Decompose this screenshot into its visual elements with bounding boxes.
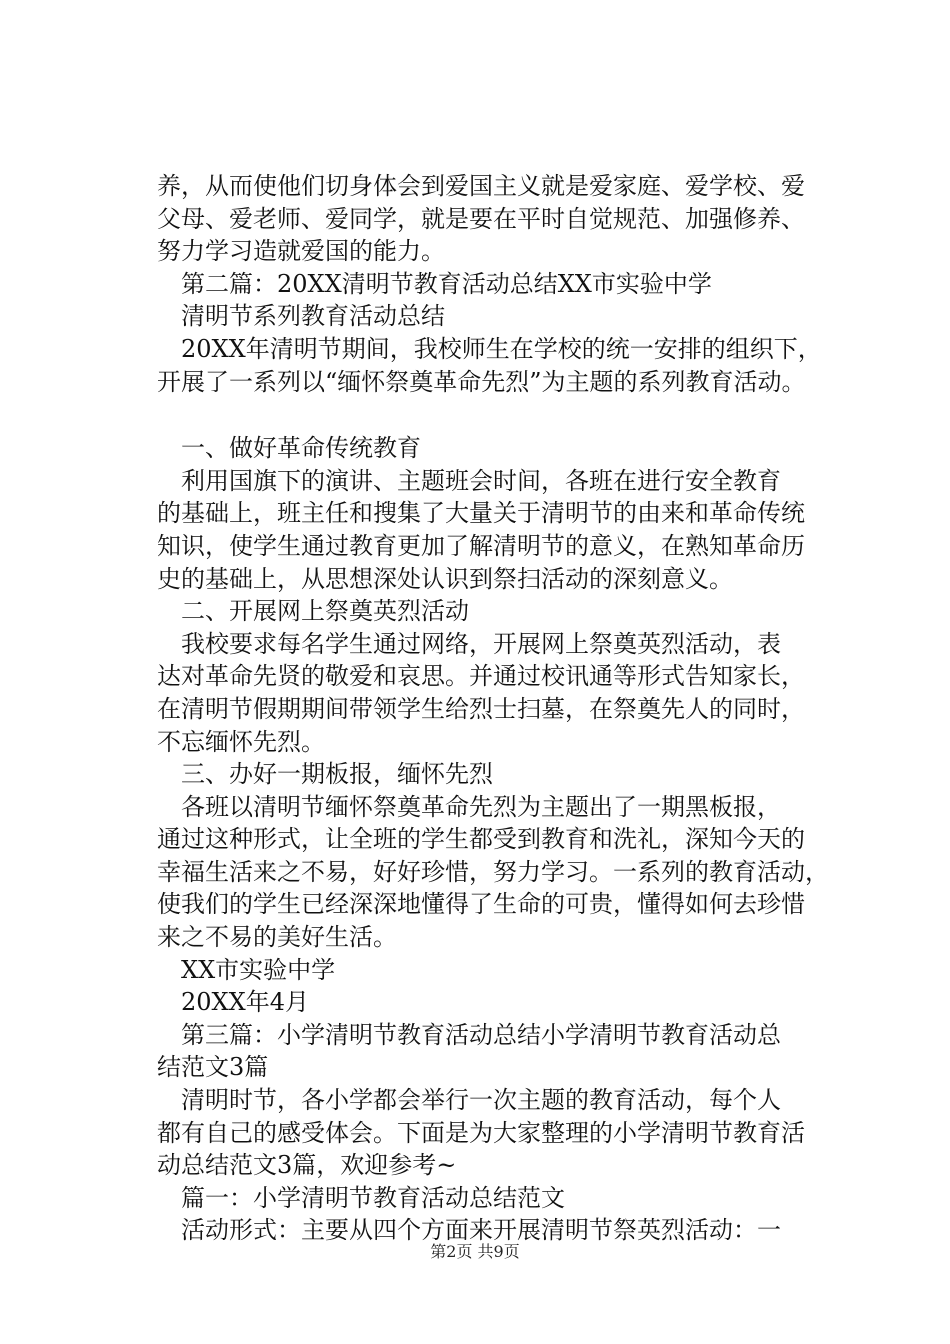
text-line: 使我们的学生已经深深地懂得了生命的可贵，懂得如何去珍惜	[157, 890, 805, 919]
text-line: 父母、爱老师、爱同学，就是要在平时自觉规范、加强修养、	[157, 204, 805, 233]
text-line: 知识，使学生通过教育更加了解清明节的意义，在熟知革命历	[157, 531, 805, 560]
text-line: 清明节系列教育活动总结	[181, 302, 445, 331]
page-number-footer: 第2页 共9页	[430, 1242, 520, 1261]
text-line: 各班以清明节缅怀祭奠革命先烈为主题出了一期黑板报，	[181, 792, 781, 821]
text-line: 通过这种形式，让全班的学生都受到教育和洗礼，深知今天的	[157, 825, 805, 854]
paragraph-gap	[157, 398, 837, 432]
section-heading: 一、做好革命传统教育	[181, 434, 421, 463]
text-line: 的基础上，班主任和搜集了大量关于清明节的由来和革命传统	[157, 499, 805, 528]
document-body	[157, 170, 837, 1247]
text-line: 来之不易的美好生活。	[157, 923, 397, 952]
text-line: 都有自己的感受体会。下面是为大家整理的小学清明节教育活	[157, 1118, 805, 1147]
text-line: 幸福生活来之不易，好好珍惜，努力学习。一系列的教育活动，	[157, 857, 829, 886]
signature-org: XX市实验中学	[181, 955, 336, 984]
text-line: 不忘缅怀先烈。	[157, 727, 325, 756]
section-heading: 第二篇：20XX清明节教育活动总结XX市实验中学	[181, 269, 712, 298]
text-line: 开展了一系列以“缅怀祭奠革命先烈”为主题的系列教育活动。	[157, 367, 806, 396]
section-heading: 三、办好一期板报，缅怀先烈	[181, 760, 493, 789]
text-line: 史的基础上，从思想深处认识到祭扫活动的深刻意义。	[157, 564, 733, 593]
text-line: 养，从而使他们切身体会到爱国主义就是爱家庭、爱学校、爱	[157, 172, 805, 200]
text-line: 在清明节假期期间带领学生给烈士扫墓，在祭奠先人的同时，	[157, 694, 805, 723]
text-line: 努力学习造就爱国的能力。	[157, 237, 445, 266]
signature-date: 20XX年4月	[181, 988, 309, 1017]
section-heading: 篇一：小学清明节教育活动总结范文	[181, 1183, 565, 1212]
text-line: 活动形式：主要从四个方面来开展清明节祭英烈活动：一	[181, 1216, 781, 1245]
section-heading: 二、开展网上祭奠英烈活动	[181, 597, 469, 626]
text-line: 利用国旗下的演讲、主题班会时间，各班在进行安全教育	[181, 466, 781, 495]
text-line: 20XX年清明节期间，我校师生在学校的统一安排的组织下，	[181, 334, 822, 363]
text-line: 结范文3篇	[157, 1053, 269, 1082]
section-heading: 第三篇：小学清明节教育活动总结小学清明节教育活动总	[181, 1020, 781, 1049]
text-line: 动总结范文3篇，欢迎参考~	[157, 1151, 457, 1180]
text-line: 清明时节，各小学都会举行一次主题的教育活动，每个人	[181, 1086, 781, 1115]
text-line: 达对革命先贤的敬爱和哀思。并通过校讯通等形式告知家长，	[157, 662, 805, 691]
text-line: 我校要求每名学生通过网络，开展网上祭奠英烈活动，表	[181, 629, 781, 658]
